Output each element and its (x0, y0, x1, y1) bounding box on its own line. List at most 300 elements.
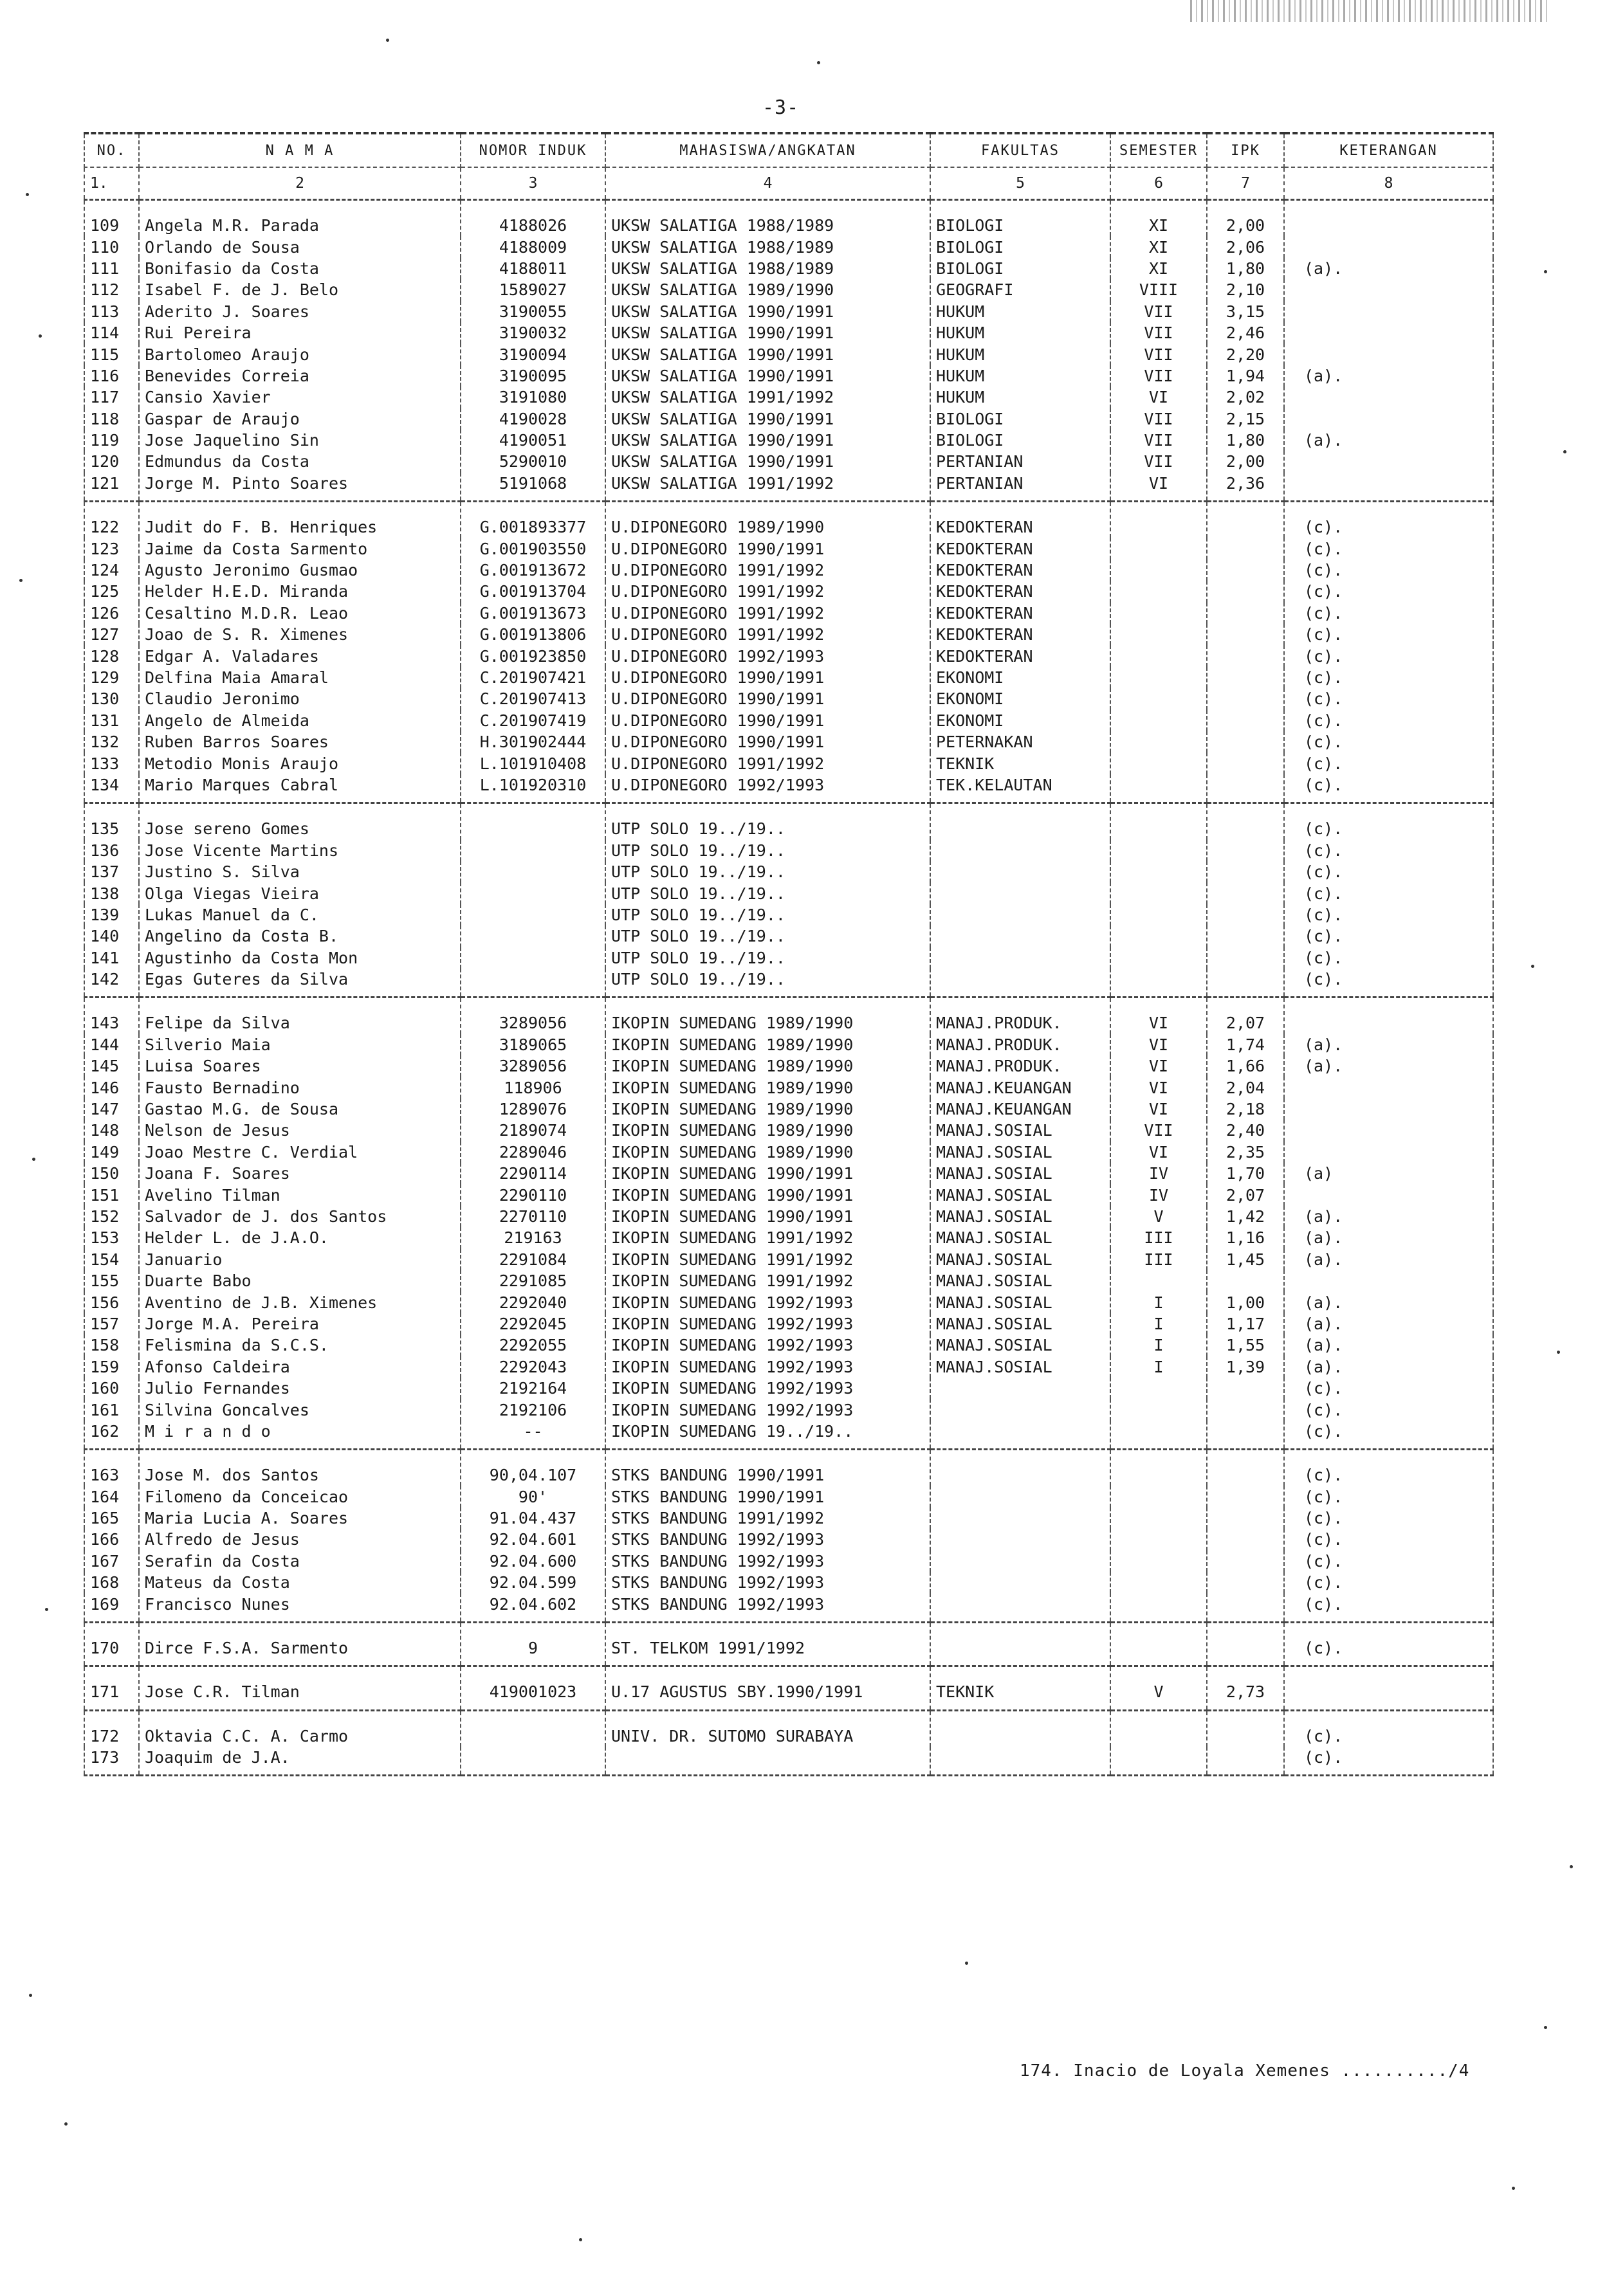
faculty-cell (930, 803, 1110, 840)
university-year-cell: STKS BANDUNG 1992/1993 (605, 1572, 930, 1593)
gpa-cell (1207, 947, 1284, 969)
table-row (84, 710, 1493, 731)
remark-cell (1284, 1120, 1493, 1141)
university-year-cell: UKSW SALATIGA 1990/1991 (605, 322, 930, 343)
gpa-cell (1207, 969, 1284, 998)
gpa-cell (1207, 710, 1284, 731)
semester-cell (1110, 1399, 1207, 1420)
university-year-cell: IKOPIN SUMEDANG 1991/1992 (605, 1249, 930, 1270)
gpa-cell (1207, 1710, 1284, 1747)
gpa-cell: 2,40 (1207, 1120, 1284, 1141)
table-row (84, 688, 1493, 709)
faculty-cell (930, 882, 1110, 904)
table-row (84, 1450, 1493, 1486)
row-number-cell: 139 (84, 904, 139, 925)
remark-cell: (c). (1284, 1399, 1493, 1420)
row-number-cell: 150 (84, 1163, 139, 1184)
university-year-cell: STKS BANDUNG 1990/1991 (605, 1450, 930, 1486)
semester-cell: I (1110, 1335, 1207, 1356)
student-id-cell: L.101910408 (461, 752, 605, 774)
table-row (84, 236, 1493, 257)
table-row (84, 1399, 1493, 1420)
table-row (84, 1572, 1493, 1593)
student-group (84, 1450, 1493, 1623)
student-id-cell: 2270110 (461, 1206, 605, 1227)
remark-cell: (c). (1284, 774, 1493, 803)
university-year-cell: IKOPIN SUMEDANG 19../19.. (605, 1421, 930, 1450)
col-number-3: 3 (461, 167, 605, 200)
row-number-cell: 160 (84, 1378, 139, 1399)
student-id-cell: -- (461, 1421, 605, 1450)
university-year-cell: IKOPIN SUMEDANG 1989/1990 (605, 1120, 930, 1141)
university-year-cell: UKSW SALATIGA 1990/1991 (605, 408, 930, 430)
student-name-cell: Jaime da Costa Sarmento (139, 538, 461, 559)
remark-cell (1284, 1077, 1493, 1098)
student-id-cell (461, 1710, 605, 1747)
faculty-cell: KEDOKTERAN (930, 502, 1110, 538)
gpa-cell (1207, 581, 1284, 602)
row-number-cell: 162 (84, 1421, 139, 1450)
gpa-cell (1207, 1270, 1284, 1291)
remark-cell: (c). (1284, 667, 1493, 688)
row-number-cell: 151 (84, 1184, 139, 1205)
row-number-cell: 140 (84, 925, 139, 947)
faculty-cell: TEK.KELAUTAN (930, 774, 1110, 803)
student-name-cell: Januario (139, 1249, 461, 1270)
row-number-cell: 121 (84, 473, 139, 502)
table-row (84, 322, 1493, 343)
row-number-cell: 167 (84, 1551, 139, 1572)
remark-cell (1284, 1142, 1493, 1163)
header-row (84, 133, 1493, 167)
university-year-cell: U.DIPONEGORO 1991/1992 (605, 624, 930, 645)
faculty-cell: HUKUM (930, 322, 1110, 343)
scan-speck (817, 61, 820, 64)
row-number-cell: 112 (84, 279, 139, 300)
student-name-cell: Bonifasio da Costa (139, 258, 461, 279)
faculty-cell: MANAJ.SOSIAL (930, 1356, 1110, 1378)
semester-cell: VI (1110, 1098, 1207, 1120)
table-row (84, 998, 1493, 1034)
gpa-cell: 2,15 (1207, 408, 1284, 430)
row-number-cell: 153 (84, 1227, 139, 1248)
semester-cell (1110, 688, 1207, 709)
row-number-cell: 143 (84, 998, 139, 1034)
student-id-cell: L.101920310 (461, 774, 605, 803)
remark-cell: (a) (1284, 1163, 1493, 1184)
student-id-cell: 2292045 (461, 1313, 605, 1335)
semester-cell: VII (1110, 1120, 1207, 1141)
student-id-cell: 3190032 (461, 322, 605, 343)
semester-cell (1110, 904, 1207, 925)
col-number-4: 4 (605, 167, 930, 200)
table-row (84, 1142, 1493, 1163)
remark-cell: (c). (1284, 1378, 1493, 1399)
remark-cell: (a). (1284, 258, 1493, 279)
student-name-cell: Jose Jaquelino Sin (139, 430, 461, 451)
university-year-cell: STKS BANDUNG 1992/1993 (605, 1593, 930, 1622)
university-year-cell: UKSW SALATIGA 1988/1989 (605, 258, 930, 279)
table-row (84, 904, 1493, 925)
faculty-cell (930, 1551, 1110, 1572)
faculty-cell: KEDOKTERAN (930, 603, 1110, 624)
row-number-cell: 133 (84, 752, 139, 774)
student-name-cell: Ruben Barros Soares (139, 731, 461, 752)
table-row (84, 502, 1493, 538)
student-id-cell: 91.04.437 (461, 1508, 605, 1529)
student-name-cell: Mario Marques Cabral (139, 774, 461, 803)
semester-cell (1110, 581, 1207, 602)
scan-speck (1544, 270, 1547, 273)
gpa-cell: 2,06 (1207, 236, 1284, 257)
table-row (84, 1593, 1493, 1622)
semester-cell (1110, 1421, 1207, 1450)
student-id-cell: 118906 (461, 1077, 605, 1098)
table-row (84, 387, 1493, 408)
university-year-cell: UKSW SALATIGA 1990/1991 (605, 365, 930, 387)
student-name-cell: Duarte Babo (139, 1270, 461, 1291)
gpa-cell: 1,66 (1207, 1055, 1284, 1077)
student-id-cell: C.201907421 (461, 667, 605, 688)
semester-cell: VI (1110, 473, 1207, 502)
university-year-cell: IKOPIN SUMEDANG 1990/1991 (605, 1184, 930, 1205)
row-number-cell: 113 (84, 301, 139, 322)
scan-speck (32, 1158, 35, 1161)
row-number-cell: 157 (84, 1313, 139, 1335)
semester-cell (1110, 1710, 1207, 1747)
student-id-cell: 2292040 (461, 1291, 605, 1313)
student-name-cell: Jose M. dos Santos (139, 1450, 461, 1486)
gpa-cell: 2,20 (1207, 343, 1284, 365)
col-header-nomor-induk: NOMOR INDUK (461, 133, 605, 167)
university-year-cell: ST. TELKOM 1991/1992 (605, 1622, 930, 1666)
col-number-8: 8 (1284, 167, 1493, 200)
table-row (84, 1206, 1493, 1227)
student-id-cell: G.001913704 (461, 581, 605, 602)
scan-speck (26, 193, 29, 196)
gpa-cell (1207, 840, 1284, 861)
student-id-cell: 92.04.602 (461, 1593, 605, 1622)
gpa-cell: 1,94 (1207, 365, 1284, 387)
table-row (84, 882, 1493, 904)
student-id-cell: 4190051 (461, 430, 605, 451)
gpa-cell (1207, 882, 1284, 904)
student-id-cell: 2290110 (461, 1184, 605, 1205)
student-id-cell: 419001023 (461, 1666, 605, 1710)
row-number-cell: 142 (84, 969, 139, 998)
row-number-cell: 173 (84, 1747, 139, 1776)
scan-speck (1544, 2026, 1547, 2029)
university-year-cell: IKOPIN SUMEDANG 1991/1992 (605, 1227, 930, 1248)
col-number-2: 2 (139, 167, 461, 200)
faculty-cell: PETERNAKAN (930, 731, 1110, 752)
table-row (84, 1291, 1493, 1313)
remark-cell: (c). (1284, 1593, 1493, 1622)
remark-cell: (c). (1284, 1529, 1493, 1550)
row-number-cell: 138 (84, 882, 139, 904)
row-number-cell: 110 (84, 236, 139, 257)
remark-cell: (a). (1284, 1356, 1493, 1378)
university-year-cell: IKOPIN SUMEDANG 1990/1991 (605, 1206, 930, 1227)
university-year-cell: UKSW SALATIGA 1988/1989 (605, 236, 930, 257)
faculty-cell: KEDOKTERAN (930, 538, 1110, 559)
faculty-cell: HUKUM (930, 343, 1110, 365)
gpa-cell (1207, 731, 1284, 752)
university-year-cell: UKSW SALATIGA 1990/1991 (605, 430, 930, 451)
faculty-cell: MANAJ.KEUANGAN (930, 1077, 1110, 1098)
faculty-cell (930, 1593, 1110, 1622)
faculty-cell: HUKUM (930, 365, 1110, 387)
student-id-cell: 92.04.599 (461, 1572, 605, 1593)
table-row (84, 581, 1493, 602)
row-number-cell: 119 (84, 430, 139, 451)
table-row (84, 1529, 1493, 1550)
table-row (84, 1098, 1493, 1120)
gpa-cell (1207, 803, 1284, 840)
table-row (84, 840, 1493, 861)
remark-cell: (a). (1284, 1313, 1493, 1335)
table-row (84, 667, 1493, 688)
student-name-cell: Joana F. Soares (139, 1163, 461, 1184)
table-header (84, 133, 1493, 200)
row-number-cell: 125 (84, 581, 139, 602)
semester-cell (1110, 1572, 1207, 1593)
remark-cell: (c). (1284, 645, 1493, 666)
gpa-cell: 2,07 (1207, 998, 1284, 1034)
student-id-cell: 3190094 (461, 343, 605, 365)
student-id-cell: 3289056 (461, 998, 605, 1034)
semester-cell (1110, 502, 1207, 538)
gpa-cell (1207, 688, 1284, 709)
semester-cell (1110, 861, 1207, 882)
semester-cell (1110, 731, 1207, 752)
gpa-cell: 2,07 (1207, 1184, 1284, 1205)
col-header-ipk: IPK (1207, 133, 1284, 167)
row-number-cell: 159 (84, 1356, 139, 1378)
semester-cell: I (1110, 1356, 1207, 1378)
student-name-cell: Nelson de Jesus (139, 1120, 461, 1141)
table-row (84, 1378, 1493, 1399)
faculty-cell: GEOGRAFI (930, 279, 1110, 300)
university-year-cell: UTP SOLO 19../19.. (605, 904, 930, 925)
table-row (84, 1270, 1493, 1291)
gpa-cell: 1,00 (1207, 1291, 1284, 1313)
semester-cell: VIII (1110, 279, 1207, 300)
remark-cell (1284, 408, 1493, 430)
remark-cell: (c). (1284, 882, 1493, 904)
student-name-cell: Avelino Tilman (139, 1184, 461, 1205)
university-year-cell: U.DIPONEGORO 1990/1991 (605, 667, 930, 688)
semester-cell (1110, 603, 1207, 624)
remark-cell (1284, 1098, 1493, 1120)
student-name-cell: Helder L. de J.A.O. (139, 1227, 461, 1248)
table-row (84, 1077, 1493, 1098)
remark-cell (1284, 387, 1493, 408)
student-name-cell: Justino S. Silva (139, 861, 461, 882)
faculty-cell (930, 1529, 1110, 1550)
student-id-cell: 5191068 (461, 473, 605, 502)
university-year-cell: U.17 AGUSTUS SBY.1990/1991 (605, 1666, 930, 1710)
table-row (84, 1551, 1493, 1572)
gpa-cell: 3,15 (1207, 301, 1284, 322)
semester-cell (1110, 560, 1207, 581)
faculty-cell: PERTANIAN (930, 451, 1110, 472)
semester-cell: XI (1110, 236, 1207, 257)
faculty-cell: MANAJ.SOSIAL (930, 1249, 1110, 1270)
university-year-cell: U.DIPONEGORO 1991/1992 (605, 752, 930, 774)
student-name-cell: Oktavia C.C. A. Carmo (139, 1710, 461, 1747)
gpa-cell: 2,73 (1207, 1666, 1284, 1710)
student-name-cell: Delfina Maia Amaral (139, 667, 461, 688)
row-number-cell: 149 (84, 1142, 139, 1163)
student-name-cell: Edgar A. Valadares (139, 645, 461, 666)
semester-cell: VII (1110, 408, 1207, 430)
row-number-cell: 165 (84, 1508, 139, 1529)
student-id-cell: 2291085 (461, 1270, 605, 1291)
university-year-cell: IKOPIN SUMEDANG 1989/1990 (605, 1077, 930, 1098)
row-number-cell: 120 (84, 451, 139, 472)
semester-cell (1110, 667, 1207, 688)
row-number-cell: 127 (84, 624, 139, 645)
gpa-cell (1207, 624, 1284, 645)
table-row (84, 1184, 1493, 1205)
university-year-cell: STKS BANDUNG 1992/1993 (605, 1551, 930, 1572)
student-name-cell: Egas Guteres da Silva (139, 969, 461, 998)
col-number-6: 6 (1110, 167, 1207, 200)
semester-cell: V (1110, 1206, 1207, 1227)
table-row (84, 301, 1493, 322)
faculty-cell (930, 1622, 1110, 1666)
row-number-cell: 123 (84, 538, 139, 559)
student-id-cell (461, 882, 605, 904)
row-number-cell: 116 (84, 365, 139, 387)
university-year-cell: IKOPIN SUMEDANG 1989/1990 (605, 1055, 930, 1077)
university-year-cell: IKOPIN SUMEDANG 1989/1990 (605, 1142, 930, 1163)
university-year-cell: UNIV. DR. SUTOMO SURABAYA (605, 1710, 930, 1747)
remark-cell: (a). (1284, 1034, 1493, 1055)
scan-speck (1563, 450, 1566, 453)
table-row (84, 645, 1493, 666)
student-name-cell: Alfredo de Jesus (139, 1529, 461, 1550)
table-row (84, 925, 1493, 947)
student-id-cell (461, 803, 605, 840)
table-row (84, 803, 1493, 840)
university-year-cell: IKOPIN SUMEDANG 1992/1993 (605, 1313, 930, 1335)
gpa-cell: 1,74 (1207, 1034, 1284, 1055)
student-name-cell: Jorge M.A. Pereira (139, 1313, 461, 1335)
remark-cell: (c). (1284, 1572, 1493, 1593)
student-id-cell: G.001923850 (461, 645, 605, 666)
table-row (84, 473, 1493, 502)
university-year-cell: U.DIPONEGORO 1990/1991 (605, 538, 930, 559)
faculty-cell: EKONOMI (930, 667, 1110, 688)
semester-cell: III (1110, 1249, 1207, 1270)
row-number-cell: 169 (84, 1593, 139, 1622)
faculty-cell: MANAJ.SOSIAL (930, 1270, 1110, 1291)
student-id-cell: C.201907413 (461, 688, 605, 709)
university-year-cell: IKOPIN SUMEDANG 1992/1993 (605, 1356, 930, 1378)
row-number-cell: 134 (84, 774, 139, 803)
semester-cell (1110, 840, 1207, 861)
student-name-cell: M i r a n d o (139, 1421, 461, 1450)
faculty-cell: BIOLOGI (930, 430, 1110, 451)
page-number: -3- (762, 96, 800, 119)
faculty-cell (930, 969, 1110, 998)
gpa-cell: 1,16 (1207, 1227, 1284, 1248)
student-id-cell (461, 947, 605, 969)
university-year-cell: UKSW SALATIGA 1991/1992 (605, 473, 930, 502)
student-group (84, 502, 1493, 803)
student-name-cell: Lukas Manuel da C. (139, 904, 461, 925)
university-year-cell: UTP SOLO 19../19.. (605, 861, 930, 882)
student-id-cell: H.301902444 (461, 731, 605, 752)
student-id-cell: 4188009 (461, 236, 605, 257)
remark-cell (1284, 279, 1493, 300)
row-number-cell: 136 (84, 840, 139, 861)
gpa-cell (1207, 645, 1284, 666)
gpa-cell: 2,35 (1207, 1142, 1284, 1163)
semester-cell: XI (1110, 200, 1207, 237)
university-year-cell: IKOPIN SUMEDANG 1989/1990 (605, 1034, 930, 1055)
student-name-cell: Joao de S. R. Ximenes (139, 624, 461, 645)
semester-cell: XI (1110, 258, 1207, 279)
semester-cell (1110, 710, 1207, 731)
row-number-cell: 146 (84, 1077, 139, 1098)
remark-cell: (c). (1284, 1710, 1493, 1747)
gpa-cell: 1,42 (1207, 1206, 1284, 1227)
university-year-cell: UTP SOLO 19../19.. (605, 803, 930, 840)
remark-cell: (c). (1284, 502, 1493, 538)
gpa-cell (1207, 861, 1284, 882)
row-number-cell: 144 (84, 1034, 139, 1055)
remark-cell (1284, 451, 1493, 472)
faculty-cell (930, 1450, 1110, 1486)
student-name-cell: Salvador de J. dos Santos (139, 1206, 461, 1227)
faculty-cell: EKONOMI (930, 688, 1110, 709)
student-id-cell: G.001913672 (461, 560, 605, 581)
faculty-cell (930, 1421, 1110, 1450)
student-name-cell: Jose C.R. Tilman (139, 1666, 461, 1710)
faculty-cell: PERTANIAN (930, 473, 1110, 502)
student-id-cell: G.001893377 (461, 502, 605, 538)
student-id-cell (461, 925, 605, 947)
university-year-cell: UKSW SALATIGA 1991/1992 (605, 387, 930, 408)
student-name-cell: Felismina da S.C.S. (139, 1335, 461, 1356)
gpa-cell (1207, 1622, 1284, 1666)
semester-cell: VII (1110, 365, 1207, 387)
student-name-cell: Luisa Soares (139, 1055, 461, 1077)
gpa-cell (1207, 1508, 1284, 1529)
scan-speck (1531, 965, 1534, 968)
table-row (84, 1508, 1493, 1529)
scan-speck (64, 2122, 68, 2126)
scan-speck (386, 39, 389, 42)
remark-cell: (c). (1284, 969, 1493, 998)
faculty-cell: MANAJ.PRODUK. (930, 998, 1110, 1034)
col-header-no: NO. (84, 133, 139, 167)
student-name-cell: Angela M.R. Parada (139, 200, 461, 237)
faculty-cell (930, 1747, 1110, 1776)
student-table-container (84, 132, 1492, 1776)
scan-speck (1512, 2187, 1515, 2190)
row-number-cell: 115 (84, 343, 139, 365)
university-year-cell: IKOPIN SUMEDANG 1990/1991 (605, 1163, 930, 1184)
semester-cell: IV (1110, 1184, 1207, 1205)
faculty-cell (930, 1486, 1110, 1507)
gpa-cell (1207, 1747, 1284, 1776)
student-name-cell: Isabel F. de J. Belo (139, 279, 461, 300)
semester-cell (1110, 803, 1207, 840)
